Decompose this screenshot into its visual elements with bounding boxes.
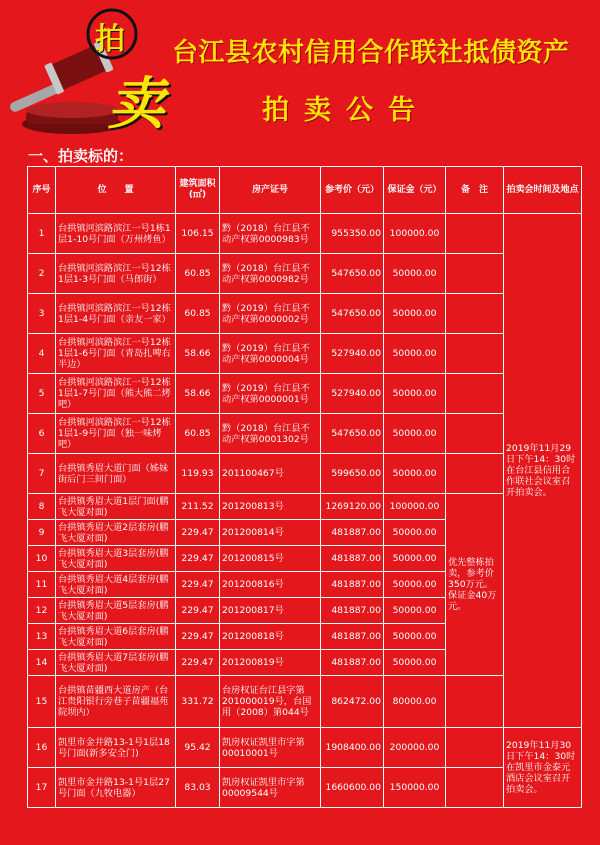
- row-location: 台拱镇河滨路滨江一号12栋1层1-4号门面（亲友一家）: [56, 294, 176, 334]
- row-area: 95.42: [176, 728, 220, 768]
- row-number: 1: [28, 214, 56, 254]
- row-price: 547650.00: [321, 294, 384, 334]
- row-remark: [446, 414, 504, 454]
- table-header-row: [28, 167, 582, 214]
- row-cert: 201200819号: [220, 650, 321, 676]
- row-cert: 201200813号: [220, 494, 321, 520]
- row-deposit: 50000.00: [384, 624, 446, 650]
- header-price: 参考价（元）: [321, 167, 384, 214]
- row-price: 527940.00: [321, 334, 384, 374]
- row-area: 229.47: [176, 520, 220, 546]
- row-number: 11: [28, 572, 56, 598]
- row-deposit: 50000.00: [384, 572, 446, 598]
- row-deposit: 80000.00: [384, 676, 446, 728]
- row-price: 481887.00: [321, 572, 384, 598]
- row-number: 12: [28, 598, 56, 624]
- row-area: 229.47: [176, 546, 220, 572]
- row-remark: [446, 374, 504, 414]
- row-cert: 黔（2018）台江县不动产权第0001302号: [220, 414, 321, 454]
- row-cert: 201100467号: [220, 454, 321, 494]
- row-number: 15: [28, 676, 56, 728]
- row-cert: 黔（2018）台江县不动产权第0000982号: [220, 254, 321, 294]
- row-price: 481887.00: [321, 546, 384, 572]
- row-deposit: 50000.00: [384, 650, 446, 676]
- title-line-2: 拍卖公告: [262, 95, 430, 126]
- row-cert: 201200815号: [220, 546, 321, 572]
- header-remark: 备 注: [446, 167, 504, 214]
- row-deposit: 50000.00: [384, 294, 446, 334]
- row-price: 1269120.00: [321, 494, 384, 520]
- row-area: 229.47: [176, 650, 220, 676]
- row-price: 1908400.00: [321, 728, 384, 768]
- row-area: 211.52: [176, 494, 220, 520]
- header-no: 序号: [28, 167, 56, 214]
- row-cert: 201200818号: [220, 624, 321, 650]
- logo-character: 拍: [95, 22, 125, 57]
- row-cert: 凯房权证凯里市字第00010001号: [220, 728, 321, 768]
- row-remark: [446, 294, 504, 334]
- row-number: 8: [28, 494, 56, 520]
- table-row: [28, 294, 582, 334]
- row-deposit: 50000.00: [384, 454, 446, 494]
- logo-character-2: 卖: [108, 72, 164, 137]
- header-cert: 房产证号: [220, 167, 321, 214]
- row-price: 547650.00: [321, 254, 384, 294]
- row-deposit: 50000.00: [384, 254, 446, 294]
- row-area: 331.72: [176, 676, 220, 728]
- row-number: 17: [28, 768, 56, 808]
- row-location: 台拱镇河滨路滨江一号12栋1层1-6号门面（青岛扎啤右半边）: [56, 334, 176, 374]
- row-deposit: 200000.00: [384, 728, 446, 768]
- table-row: [28, 454, 582, 494]
- table-row: [28, 334, 582, 374]
- row-number: 6: [28, 414, 56, 454]
- title-line-1: 台江县农村信用合作联社抵债资产: [172, 38, 570, 68]
- row-location: 台拱镇河滨路滨江一号12栋1层1-7号门面（熊大熊二烤吧）: [56, 374, 176, 414]
- row-number: 4: [28, 334, 56, 374]
- row-price: 481887.00: [321, 598, 384, 624]
- row-number: 9: [28, 520, 56, 546]
- row-number: 16: [28, 728, 56, 768]
- row-location: 台拱镇秀眉大道3层套房(鹏飞大厦对面): [56, 546, 176, 572]
- row-location: 台拱镇河滨路滨江一号12栋1层1-3号门面（马郎街）: [56, 254, 176, 294]
- row-number: 5: [28, 374, 56, 414]
- table-row: [28, 676, 582, 728]
- row-remark: [446, 768, 504, 808]
- row-cert: 黔（2018）台江县不动产权第0000983号: [220, 214, 321, 254]
- row-location: 台拱镇秀眉大道4层套房(鹏飞大厦对面): [56, 572, 176, 598]
- row-deposit: 50000.00: [384, 414, 446, 454]
- table-row: [28, 728, 582, 768]
- row-price: 527940.00: [321, 374, 384, 414]
- row-cert: 201200814号: [220, 520, 321, 546]
- row-price: 481887.00: [321, 650, 384, 676]
- row-cert: 黔（2019）台江县不动产权第0000001号: [220, 374, 321, 414]
- row-price: 481887.00: [321, 624, 384, 650]
- row-location: 台拱镇苗疆西大道房产（台江贵阳银行旁巷子苗疆福苑院坝内）: [56, 676, 176, 728]
- row-cert: 201200816号: [220, 572, 321, 598]
- auction-info-kaili: 2019年11月30日下午14：30时在凯里市金泰元酒店会议室召开拍卖会。: [504, 728, 582, 808]
- row-number: 13: [28, 624, 56, 650]
- header: [0, 0, 600, 150]
- header-deposit: 保证金（元）: [384, 167, 446, 214]
- row-area: 83.03: [176, 768, 220, 808]
- row-area: 229.47: [176, 624, 220, 650]
- row-cert: 201200817号: [220, 598, 321, 624]
- row-number: 2: [28, 254, 56, 294]
- row-area: 58.66: [176, 374, 220, 414]
- row-location: 台拱镇秀眉大道2层套房(鹏飞大厦对面): [56, 520, 176, 546]
- row-area: 60.85: [176, 294, 220, 334]
- row-number: 3: [28, 294, 56, 334]
- row-price: 1660600.00: [321, 768, 384, 808]
- row-deposit: 150000.00: [384, 768, 446, 808]
- auction-info-taijiang: 2019年11月29日下午14：30时在台江县信用合作联社会议室召开拍卖会。: [504, 214, 582, 728]
- row-deposit: 100000.00: [384, 214, 446, 254]
- table-row: [28, 414, 582, 454]
- row-area: 60.85: [176, 254, 220, 294]
- row-area: 58.66: [176, 334, 220, 374]
- row-price: 862472.00: [321, 676, 384, 728]
- table-row: [28, 214, 582, 254]
- row-number: 10: [28, 546, 56, 572]
- row-area: 229.47: [176, 572, 220, 598]
- row-area: 119.93: [176, 454, 220, 494]
- header-location: 位 置: [56, 167, 176, 214]
- row-location: 台拱镇秀眉大道门面（姊妹街后门三间门面）: [56, 454, 176, 494]
- row-area: 229.47: [176, 598, 220, 624]
- row-location: 台拱镇秀眉大道1层门面(鹏飞大厦对面): [56, 494, 176, 520]
- row-location: 凯里市金井路13-1号1层18号门面(新多安全门): [56, 728, 176, 768]
- auction-table: [27, 166, 582, 808]
- row-cert: 台房权证台江县字第201000019号，台国用（2008）第044号: [220, 676, 321, 728]
- row-remark: [446, 214, 504, 254]
- row-location: 台拱镇秀眉大道5层套房(鹏飞大厦对面): [56, 598, 176, 624]
- row-remark: [446, 334, 504, 374]
- row-deposit: 50000.00: [384, 374, 446, 414]
- row-price: 955350.00: [321, 214, 384, 254]
- row-deposit: 50000.00: [384, 546, 446, 572]
- header-auction-info: 拍卖会时间及地点: [504, 167, 582, 214]
- row-deposit: 50000.00: [384, 520, 446, 546]
- row-area: 60.85: [176, 414, 220, 454]
- row-number: 7: [28, 454, 56, 494]
- table-row: [28, 374, 582, 414]
- section-title: 一、拍卖标的：: [28, 147, 134, 165]
- table-row: [28, 254, 582, 294]
- header-area: 建筑面积(㎡): [176, 167, 220, 214]
- row-price: 547650.00: [321, 414, 384, 454]
- remark-group-note: 优先整栋拍卖，参考价350万元。保证金40万元。: [446, 494, 504, 676]
- row-cert: 凯房权证凯里市字第00009544号: [220, 768, 321, 808]
- row-deposit: 100000.00: [384, 494, 446, 520]
- row-location: 台拱镇河滨路滨江一号1栋1层1-10号门面（万州烤鱼）: [56, 214, 176, 254]
- row-deposit: 50000.00: [384, 334, 446, 374]
- row-remark: [446, 254, 504, 294]
- row-location: 凯里市金井路13-1号1层27号门面（九牧电器）: [56, 768, 176, 808]
- row-location: 台拱镇秀眉大道7层套房(鹏飞大厦对面): [56, 650, 176, 676]
- row-price: 599650.00: [321, 454, 384, 494]
- row-area: 106.15: [176, 214, 220, 254]
- row-deposit: 50000.00: [384, 598, 446, 624]
- row-cert: 黔（2019）台江县不动产权第0000004号: [220, 334, 321, 374]
- table-row: [28, 494, 582, 520]
- row-price: 481887.00: [321, 520, 384, 546]
- row-location: 台拱镇秀眉大道6层套房(鹏飞大厦对面): [56, 624, 176, 650]
- row-cert: 黔（2019）台江县不动产权第0000002号: [220, 294, 321, 334]
- row-remark: [446, 454, 504, 494]
- row-location: 台拱镇河滨路滨江一号12栋1层1-9号门面（独一味烤吧）: [56, 414, 176, 454]
- row-remark: [446, 676, 504, 728]
- row-remark: [446, 728, 504, 768]
- table-row: [28, 768, 582, 808]
- row-number: 14: [28, 650, 56, 676]
